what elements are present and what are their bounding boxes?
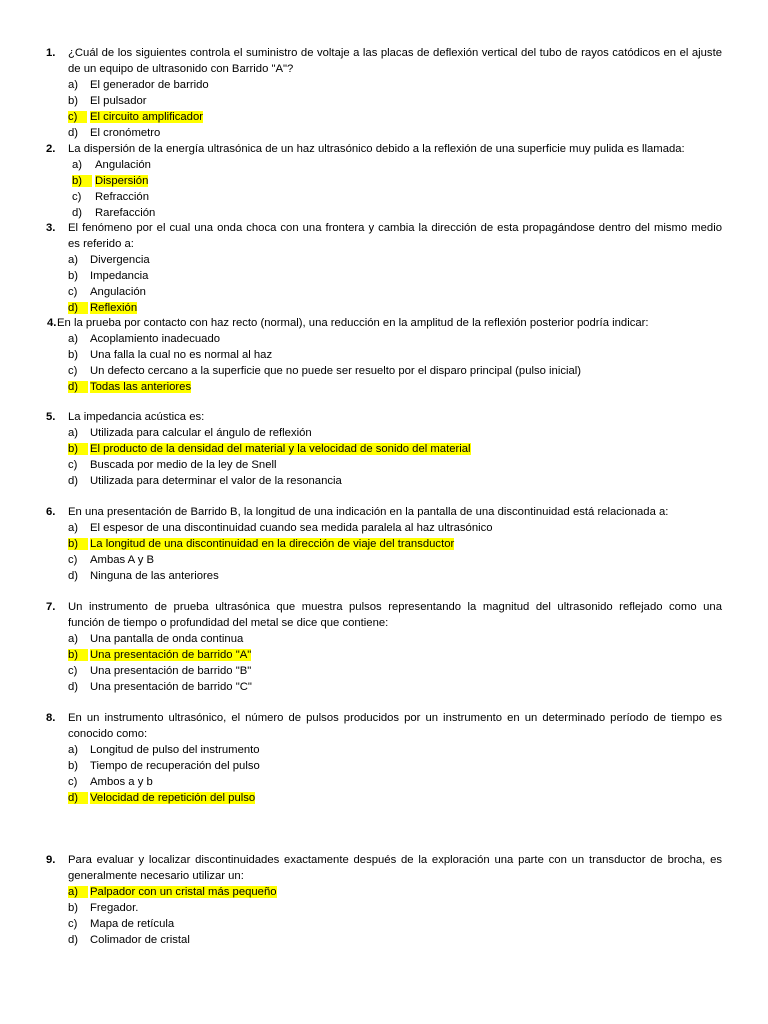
question-line	[0, 868, 768, 884]
option	[0, 679, 768, 695]
option-letter: a)	[68, 522, 79, 534]
option-letter: d)	[68, 792, 88, 804]
option-letter: c)	[68, 459, 78, 471]
option	[0, 552, 768, 568]
option	[0, 125, 768, 141]
option-letter: c)	[68, 286, 78, 298]
option-letter: d)	[68, 681, 79, 693]
option	[0, 157, 768, 173]
question-text: función de tiempo o profundidad del metal se dice que contiene:	[68, 617, 389, 629]
option-text: Tiempo de recuperación del pulso	[90, 760, 260, 772]
question-line	[0, 710, 768, 726]
question-text: La dispersión de la energía ultrasónica de un haz ultrasónico debido a la reflexión de una superficie muy pulida es llamada:	[68, 143, 685, 155]
option-letter: c)	[72, 191, 82, 203]
option-highlighted	[0, 441, 768, 457]
question-line	[0, 141, 768, 157]
options-list	[0, 425, 768, 489]
question-number: 5.	[46, 411, 56, 423]
options-list	[0, 520, 768, 584]
option	[0, 347, 768, 363]
option-highlighted	[0, 536, 768, 552]
option-text: Ambos a y b	[90, 776, 153, 788]
question-3	[0, 220, 768, 316]
option-text: Divergencia	[90, 254, 150, 266]
option-letter: a)	[68, 79, 79, 91]
option-letter: b)	[68, 902, 79, 914]
question-line	[0, 599, 768, 615]
option	[0, 568, 768, 584]
option-highlighted	[0, 109, 768, 125]
option-text: El cronómetro	[90, 127, 161, 139]
option-text: Todas las anteriores	[90, 381, 192, 393]
option-text: Una presentación de barrido "A"	[90, 649, 252, 661]
option	[0, 631, 768, 647]
option	[0, 268, 768, 284]
question-line	[0, 504, 768, 520]
question-5	[0, 409, 768, 489]
question-number: 2.	[46, 143, 56, 155]
question-4	[0, 315, 768, 395]
option-letter: a)	[68, 886, 88, 898]
option	[0, 77, 768, 93]
option-letter: b)	[68, 443, 88, 455]
option-text: El espesor de una discontinuidad cuando sea medida paralela al haz ultrasónico	[90, 522, 493, 534]
option-highlighted	[0, 300, 768, 316]
option-letter: c)	[68, 111, 87, 123]
option-text: Buscada por medio de la ley de Snell	[90, 459, 277, 471]
question-line	[0, 45, 768, 61]
option	[0, 93, 768, 109]
options-list	[0, 742, 768, 806]
option-text: Una pantalla de onda continua	[90, 633, 244, 645]
option	[0, 284, 768, 300]
option-text: Un defecto cercano a la superficie que no puede ser resuelto por el disparo principal (pulso inicial)	[90, 365, 582, 377]
option-text: Acoplamiento inadecuado	[90, 333, 221, 345]
question-line	[0, 61, 768, 77]
question-text: Para evaluar y localizar discontinuidades exactamente después de la exploración una parte con un transductor de brocha, es	[68, 854, 722, 866]
option	[0, 252, 768, 268]
option-text: Utilizada para calcular el ángulo de reflexión	[90, 427, 312, 439]
question-number: 6.	[46, 506, 56, 518]
option	[0, 742, 768, 758]
option-text: Utilizada para determinar el valor de la resonancia	[90, 475, 342, 487]
option-letter: c)	[68, 665, 78, 677]
option	[0, 774, 768, 790]
question-text: En un instrumento ultrasónico, el número de pulsos producidos por un instrumento en un determinado período de tiempo es	[68, 712, 722, 724]
question-line	[0, 220, 768, 236]
option-text: Una presentación de barrido "C"	[90, 681, 252, 693]
option-letter: d)	[68, 127, 79, 139]
question-number: 7.	[46, 601, 56, 613]
option	[0, 331, 768, 347]
option-letter: a)	[68, 254, 79, 266]
option	[0, 205, 768, 221]
option-text: Palpador con un cristal más pequeño	[90, 886, 277, 898]
question-7	[0, 599, 768, 695]
question-text: es referido a:	[68, 238, 134, 250]
option-highlighted	[0, 379, 768, 395]
option-letter: c)	[68, 918, 78, 930]
question-text: de un equipo de ultrasonido con Barrido "A"?	[68, 63, 294, 75]
question-number: 4.	[47, 317, 57, 329]
question-line	[0, 726, 768, 742]
option-highlighted	[0, 884, 768, 900]
option-text: Ambas A y B	[90, 554, 155, 566]
question-text: conocido como:	[68, 728, 148, 740]
options-list	[0, 631, 768, 695]
question-text: La impedancia acústica es:	[68, 411, 205, 423]
options-list	[0, 884, 768, 948]
option	[0, 663, 768, 679]
option-letter: c)	[68, 776, 78, 788]
question-line	[0, 236, 768, 252]
option-letter: a)	[68, 333, 79, 345]
option-letter: d)	[68, 381, 88, 393]
option-letter: a)	[72, 159, 83, 171]
option	[0, 425, 768, 441]
option	[0, 457, 768, 473]
option-letter: b)	[68, 538, 88, 550]
option	[0, 758, 768, 774]
options-list	[0, 77, 768, 141]
option	[0, 189, 768, 205]
option	[0, 473, 768, 489]
option-letter: b)	[68, 760, 79, 772]
question-text: generalmente necesario utilizar un:	[68, 870, 244, 882]
options-list	[0, 157, 768, 221]
option-text: La longitud de una discontinuidad en la dirección de viaje del transductor	[90, 538, 455, 550]
option-text: Angulación	[90, 286, 146, 298]
option-text: Impedancia	[90, 270, 149, 282]
options-list	[0, 252, 768, 316]
question-1	[0, 45, 768, 141]
option-text: Refracción	[95, 191, 149, 203]
option-text: El generador de barrido	[90, 79, 209, 91]
option-letter: d)	[68, 934, 79, 946]
option-text: Colimador de cristal	[90, 934, 190, 946]
question-text: En una presentación de Barrido B, la longitud de una indicación en la pantalla de una discontinuidad está relacionada a:	[68, 506, 669, 518]
question-line	[0, 409, 768, 425]
option-highlighted	[0, 647, 768, 663]
option-text: Velocidad de repetición del pulso	[90, 792, 256, 804]
option-letter: c)	[68, 365, 78, 377]
question-text: Un instrumento de prueba ultrasónica que muestra pulsos representando la magnitud del ultrasonido reflejado como una	[68, 601, 722, 613]
option-text: Una presentación de barrido "B"	[90, 665, 252, 677]
question-9	[0, 852, 768, 948]
option	[0, 520, 768, 536]
option-text: Angulación	[95, 159, 151, 171]
question-8	[0, 710, 768, 806]
option	[0, 900, 768, 916]
question-line	[0, 852, 768, 868]
option-letter: b)	[68, 649, 88, 661]
option-letter: b)	[68, 270, 79, 282]
question-line	[0, 315, 768, 331]
option-text: Mapa de retícula	[90, 918, 175, 930]
options-list	[0, 331, 768, 395]
question-number: 8.	[46, 712, 56, 724]
option-letter: a)	[68, 633, 79, 645]
option-letter: b)	[68, 95, 79, 107]
option	[0, 916, 768, 932]
question-text: El fenómeno por el cual una onda choca con una frontera y cambia la dirección de esta propagándose dentro del mismo medio	[68, 222, 722, 234]
option-letter: c)	[68, 554, 78, 566]
option-text: El circuito amplificador	[90, 111, 204, 123]
option-letter: d)	[72, 207, 83, 219]
question-6	[0, 504, 768, 584]
option	[0, 932, 768, 948]
question-text: En la prueba por contacto con haz recto (normal), una reducción en la amplitud de la reflexión posterior podría indicar:	[57, 317, 649, 329]
question-text: ¿Cuál de los siguientes controla el suministro de voltaje a las placas de deflexión vertical del tubo de rayos catódicos en el ajuste	[68, 47, 722, 59]
option-highlighted	[0, 790, 768, 806]
question-number: 1.	[46, 47, 56, 59]
option-letter: b)	[72, 175, 92, 187]
option-text: Rarefacción	[95, 207, 156, 219]
question-number: 3.	[46, 222, 56, 234]
option-letter: a)	[68, 427, 79, 439]
option-text: Una falla la cual no es normal al haz	[90, 349, 273, 361]
option-text: Fregador.	[90, 902, 139, 914]
option-text: El pulsador	[90, 95, 147, 107]
question-line	[0, 615, 768, 631]
option-highlighted	[0, 173, 768, 189]
option-text: Longitud de pulso del instrumento	[90, 744, 260, 756]
option-letter: d)	[68, 302, 88, 314]
option	[0, 363, 768, 379]
question-2	[0, 141, 768, 221]
option-text: El producto de la densidad del material y la velocidad de sonido del material	[90, 443, 471, 455]
option-text: Dispersión	[95, 175, 149, 187]
question-number: 9.	[46, 854, 56, 866]
option-letter: d)	[68, 570, 79, 582]
option-letter: b)	[68, 349, 79, 361]
option-text: Reflexión	[90, 302, 138, 314]
option-letter: d)	[68, 475, 79, 487]
option-letter: a)	[68, 744, 79, 756]
option-text: Ninguna de las anteriores	[90, 570, 219, 582]
